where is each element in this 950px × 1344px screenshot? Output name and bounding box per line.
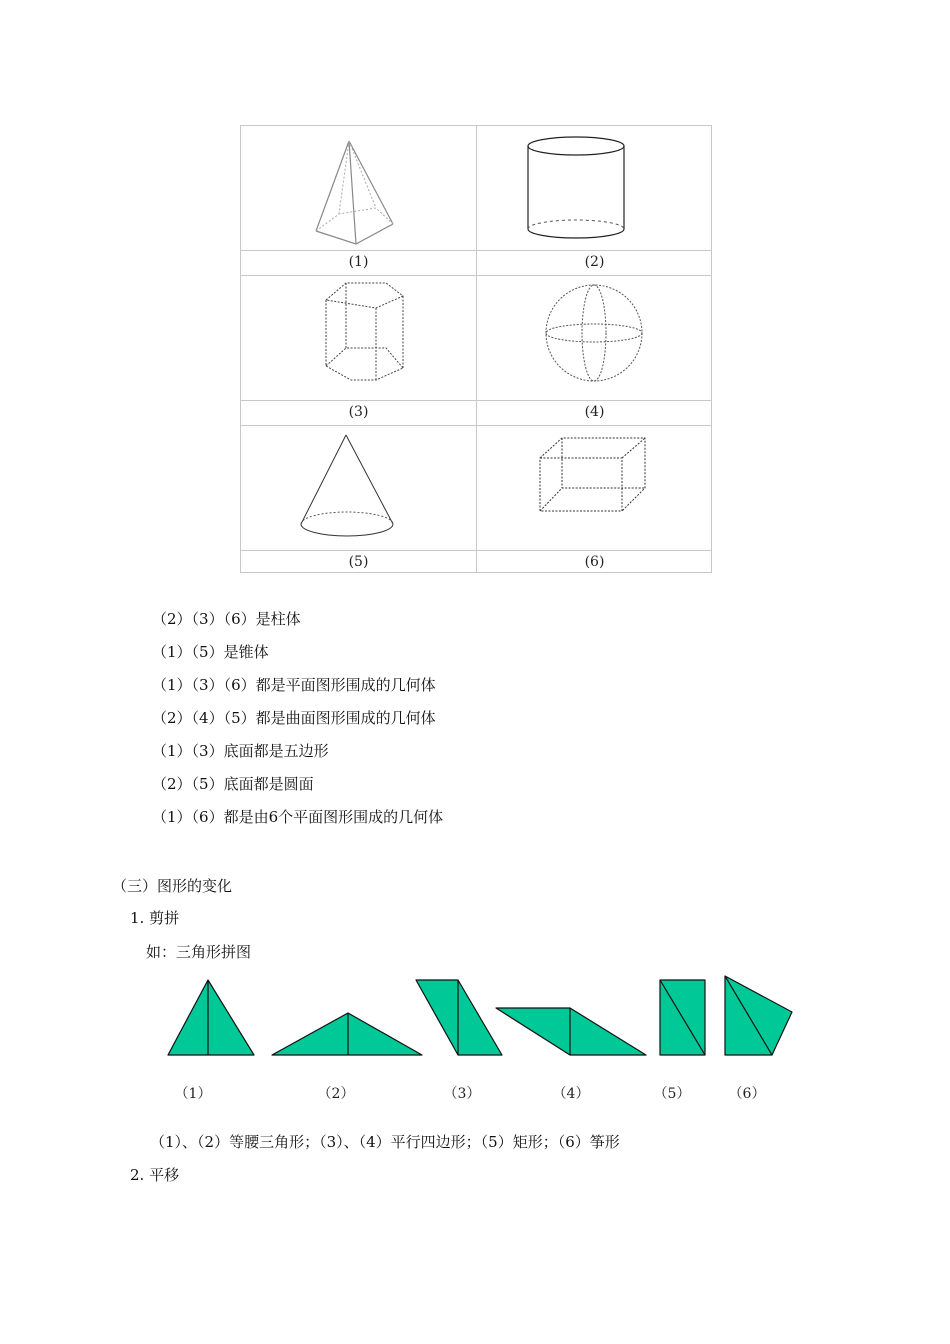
caption-6: (6) — [584, 554, 605, 570]
kite-figure-6 — [725, 976, 792, 1055]
statement: （1）（6）都是由6个平面图形围成的几何体 — [152, 808, 444, 826]
table-divider — [241, 400, 711, 401]
caption-4: (4) — [584, 404, 605, 420]
summary-text: （1）、（2）等腰三角形；（3）、（4）平行四边形；（5）矩形；（6）筝形 — [150, 1133, 620, 1151]
example-label: 如：三角形拼图 — [146, 943, 252, 961]
section-heading: （三）图形的变化 — [112, 877, 233, 895]
triangle-caption-6: （6） — [728, 1086, 766, 1102]
triangle-puzzles — [160, 970, 810, 1065]
solids-table — [240, 125, 712, 573]
triangle-figure-1 — [168, 980, 254, 1055]
cone-icon — [296, 431, 406, 546]
statement: （1）（5）是锥体 — [152, 643, 269, 661]
triangle-caption-2: （2） — [317, 1086, 355, 1102]
statement: （1）（3）底面都是五边形 — [152, 742, 329, 760]
caption-1: (1) — [348, 254, 369, 270]
caption-3: (3) — [348, 404, 369, 420]
table-divider — [241, 275, 711, 276]
table-divider — [241, 550, 711, 551]
table-divider — [241, 425, 711, 426]
triangle-caption-4: （4） — [552, 1086, 590, 1102]
cylinder-icon — [523, 131, 633, 246]
table-divider — [476, 126, 477, 572]
item-2: 2. 平移 — [130, 1166, 180, 1184]
caption-5: (5) — [348, 554, 369, 570]
statement: （2）（3）（6）是柱体 — [152, 610, 301, 628]
table-divider — [241, 250, 711, 251]
cuboid-icon — [537, 436, 652, 526]
triangle-figure-2 — [272, 1013, 422, 1055]
item-1: 1. 剪拼 — [130, 909, 180, 927]
statement: （1）（3）（6）都是平面图形围成的几何体 — [152, 676, 436, 694]
statement: （2）（4）（5）都是曲面图形围成的几何体 — [152, 709, 436, 727]
parallelogram-figure-4 — [496, 1008, 646, 1055]
pyramid-icon — [301, 136, 421, 246]
pentagonal-prism-icon — [321, 278, 411, 388]
triangle-caption-1: （1） — [174, 1086, 212, 1102]
caption-2: (2) — [584, 254, 605, 270]
sphere-icon — [541, 281, 651, 391]
parallelogram-figure-3 — [416, 980, 502, 1055]
triangle-caption-5: （5） — [653, 1086, 691, 1102]
statement: （2）（5）底面都是圆面 — [152, 775, 314, 793]
triangle-caption-3: （3） — [443, 1086, 481, 1102]
